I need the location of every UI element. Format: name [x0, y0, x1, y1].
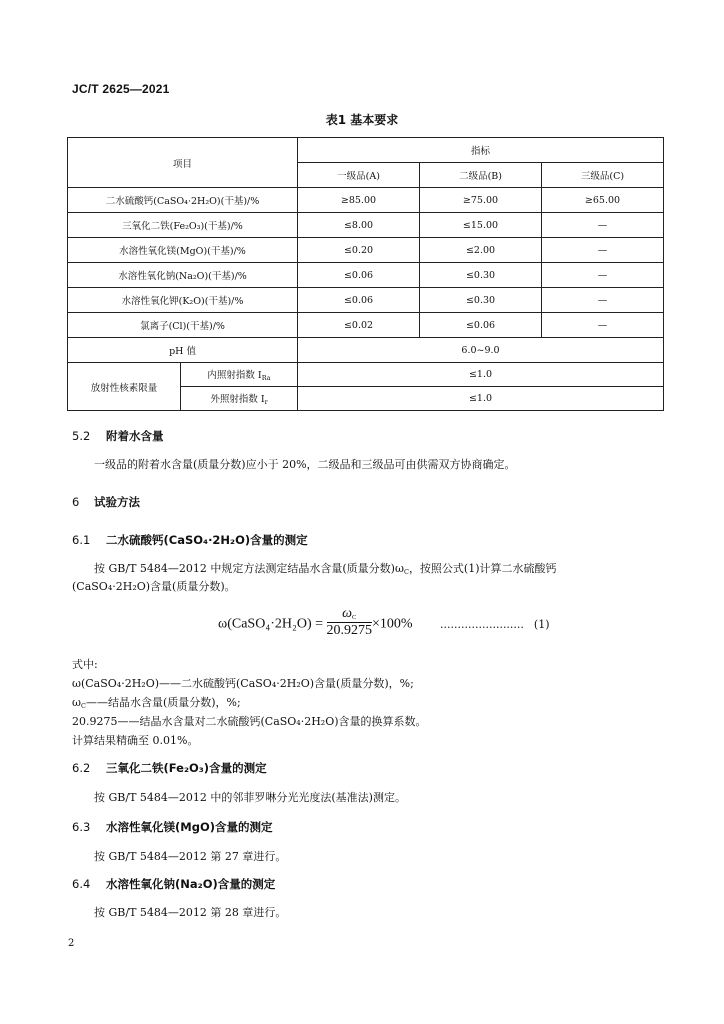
grade-a-value: ≤0.06	[298, 263, 420, 288]
table-row	[68, 288, 664, 313]
grade-a-header: 一级品(A)	[298, 163, 420, 188]
grade-b-value: ≤2.00	[420, 238, 542, 263]
grade-c-value: ≥65.00	[542, 188, 664, 213]
grade-c-value: —	[542, 263, 664, 288]
grade-a-value: ≤0.20	[298, 238, 420, 263]
definition-1: ω(CaSO₄·2H₂O)——二水硫酸钙(CaSO₄·2H₂O)含量(质量分数)，%;	[72, 677, 414, 690]
grade-b-value: ≤15.00	[420, 213, 542, 238]
radio-group-label: 放射性核素限量	[68, 363, 181, 411]
section-6-2-heading: 6.2 三氧化二铁(Fe₂O₃)含量的测定	[72, 761, 267, 775]
grade-b-header: 二级品(B)	[420, 163, 542, 188]
table-header-row	[68, 138, 664, 163]
internal-index-label: 内照射指数 $I_{Ra}$	[181, 363, 298, 387]
internal-index-value: ≤1.0	[298, 363, 664, 387]
grade-a-value: ≤8.00	[298, 213, 420, 238]
row-label: 二水硫酸钙(CaSO₄·2H₂O)(干基)/%	[68, 188, 298, 213]
section-6-3-text: 按 GB/T 5484—2012 第 27 章进行。	[94, 850, 287, 863]
grade-c-value: —	[542, 313, 664, 338]
definition-4: 计算结果精确至 0.01%。	[72, 734, 199, 747]
row-label: 水溶性氧化钠(Na₂O)(干基)/%	[68, 263, 298, 288]
section-6-heading: 6 试验方法	[72, 495, 141, 509]
section-6-1-text-line2: (CaSO₄·2H₂O)含量(质量分数)。	[72, 580, 236, 593]
grade-c-header: 三级品(C)	[542, 163, 664, 188]
radio-internal-row	[68, 363, 664, 387]
formula-fraction: $\frac{\omega_C}{20.9275}$	[326, 606, 373, 638]
grade-a-value: ≤0.02	[298, 313, 420, 338]
equation-number: ........................ (1)	[440, 618, 550, 631]
table-row	[68, 263, 664, 288]
grade-c-value: —	[542, 213, 664, 238]
table-row	[68, 238, 664, 263]
ph-value: 6.0~9.0	[298, 338, 664, 363]
row-label: 三氧化二铁(Fe₂O₃)(干基)/%	[68, 213, 298, 238]
row-label: 氯离子(Cl)(干基)/%	[68, 313, 298, 338]
definition-3: 20.9275——结晶水含量对二水硫酸钙(CaSO₄·2H₂O)含量的换算系数。	[72, 715, 427, 728]
table-row	[68, 188, 664, 213]
standard-code: JC/T 2625—2021	[72, 82, 170, 96]
grade-b-value: ≤0.06	[420, 313, 542, 338]
external-index-label: 外照射指数 $I_r$	[181, 387, 298, 411]
page-number: 2	[68, 938, 75, 949]
section-6-4-text: 按 GB/T 5484—2012 第 28 章进行。	[94, 906, 287, 919]
where-label: 式中:	[72, 658, 98, 671]
formula-1: ω(CaSO₄·2H₂O) = $\frac{\omega_C}{20.9275}$ ×100%	[218, 606, 413, 638]
section-5-2-text: 一级品的附着水含量(质量分数)应小于 20%，二级品和三级品可由供需双方协商确定。	[94, 458, 516, 471]
grade-c-value: —	[542, 288, 664, 313]
grade-a-value: ≥85.00	[298, 188, 420, 213]
section-6-3-heading: 6.3 水溶性氧化镁(MgO)含量的测定	[72, 820, 273, 834]
row-label: 水溶性氧化镁(MgO)(干基)/%	[68, 238, 298, 263]
section-6-1-heading: 6.1 二水硫酸钙(CaSO₄·2H₂O)含量的测定	[72, 533, 308, 547]
table-row	[68, 213, 664, 238]
header-item-cell: 项目	[68, 138, 298, 188]
table-title: 表1 基本要求	[325, 113, 399, 127]
ph-row	[68, 338, 664, 363]
definition-2: $\omega_C——$结晶水含量(质量分数)，%;	[72, 696, 241, 710]
grade-a-value: ≤0.06	[298, 288, 420, 313]
row-label: 水溶性氧化钾(K₂O)(干基)/%	[68, 288, 298, 313]
section-6-4-heading: 6.4 水溶性氧化钠(Na₂O)含量的测定	[72, 877, 276, 891]
section-5-2-heading: 5.2 附着水含量	[72, 429, 164, 443]
header-index-cell: 指标	[298, 138, 664, 163]
requirements-table	[67, 137, 664, 411]
table-row	[68, 313, 664, 338]
section-6-2-text: 按 GB/T 5484—2012 中的邻菲罗啉分光光度法(基准法)测定。	[94, 791, 406, 804]
ph-label: pH 值	[68, 338, 298, 363]
grade-c-value: —	[542, 238, 664, 263]
grade-b-value: ≥75.00	[420, 188, 542, 213]
external-index-value: ≤1.0	[298, 387, 664, 411]
grade-b-value: ≤0.30	[420, 288, 542, 313]
grade-b-value: ≤0.30	[420, 263, 542, 288]
section-6-1-text-line1: 按 GB/T 5484—2012 中规定方法测定结晶水含量(质量分数)$\omega_C$，按照公式(1)计算二水硫酸钙	[94, 562, 557, 576]
